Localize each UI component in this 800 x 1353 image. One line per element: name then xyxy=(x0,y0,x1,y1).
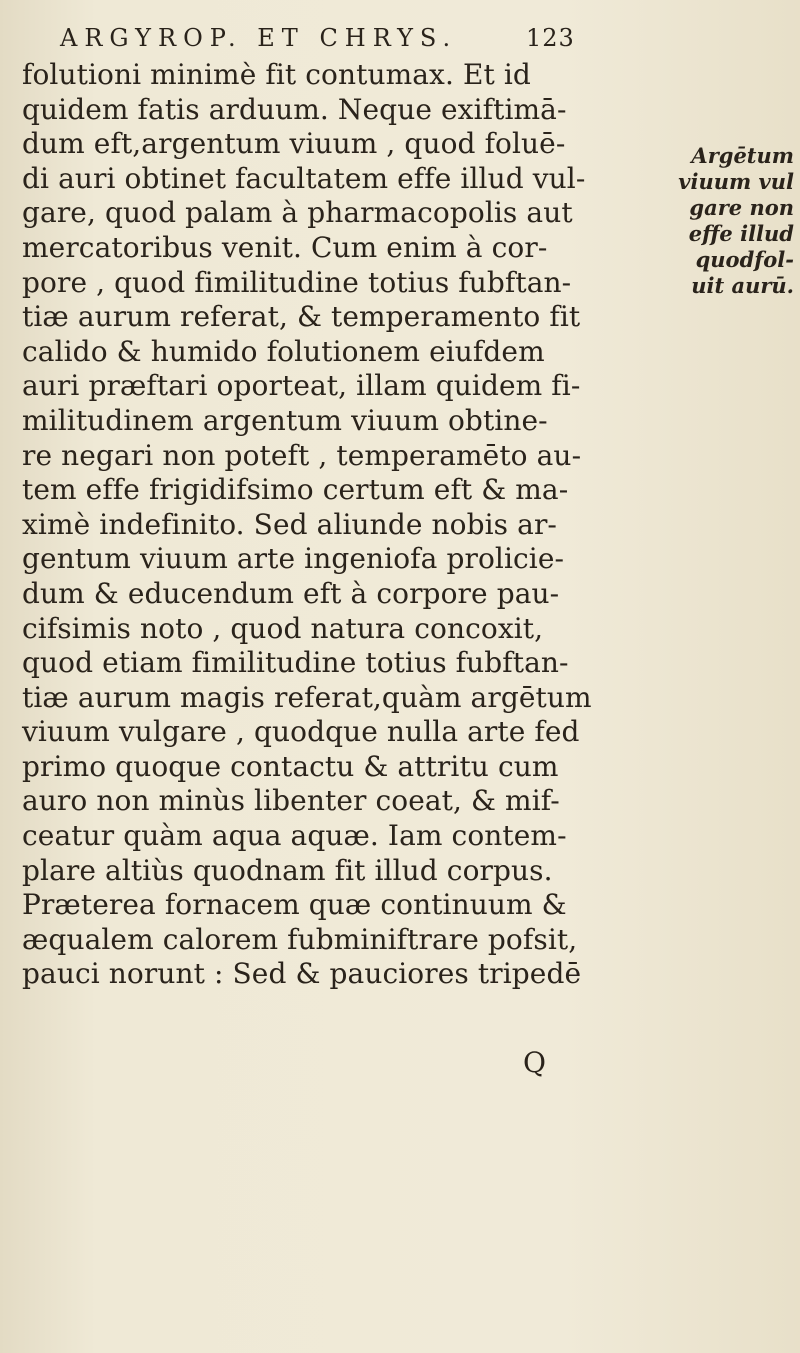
text-line: di auri obtinet facultatem effe illud vul- xyxy=(22,161,586,195)
page-number: 123 xyxy=(526,24,575,52)
text-line: auro non minùs libenter coeat, & mif- xyxy=(22,784,560,818)
page-header xyxy=(60,18,620,58)
text-line: quod etiam fimilitudine totius fubftan- xyxy=(22,646,569,680)
margin-note-line: uit aurū. xyxy=(691,273,794,298)
text-line: viuum vulgare , quodque nulla arte fed xyxy=(22,715,580,749)
text-line: gentum viuum arte ingeniofa prolicie- xyxy=(22,542,565,576)
text-line: militudinem argentum viuum obtine- xyxy=(22,403,548,437)
text-line: dum & educendum eft à corpore pau- xyxy=(22,576,560,610)
text-line: re negari non poteft , temperamēto au- xyxy=(22,438,582,472)
text-line: pauci norunt : Sed & pauciores tripedē xyxy=(22,957,582,991)
text-line: tiæ aurum magis referat,quàm argētum xyxy=(22,680,592,714)
text-line: dum eft,argentum viuum , quod foluē- xyxy=(22,127,566,161)
body-text xyxy=(22,58,662,992)
margin-note xyxy=(612,143,800,299)
text-line: plare altiùs quodnam fit illud corpus. xyxy=(22,853,553,887)
margin-note-line: gare non xyxy=(689,195,794,220)
running-head: ARGYROP. ET CHRYS. xyxy=(60,24,458,52)
margin-note-line: quodfol- xyxy=(695,247,794,272)
text-line: cifsimis noto , quod natura concoxit, xyxy=(22,611,544,645)
text-line: quidem fatis arduum. Neque exiftimā- xyxy=(22,92,567,126)
text-line: gare, quod palam à pharmacopolis aut xyxy=(22,196,573,230)
text-line: tiæ aurum referat, & temperamento fit xyxy=(22,300,581,334)
text-line: calido & humido folutionem eiufdem xyxy=(22,334,545,368)
text-line: pore , quod fimilitudine totius fubftan- xyxy=(22,265,572,299)
text-line: mercatoribus venit. Cum enim à cor- xyxy=(22,230,548,264)
text-line: primo quoque contactu & attritu cum xyxy=(22,749,559,783)
text-line: tem effe frigidifsimo certum eft & ma- xyxy=(22,473,569,507)
catchword: Q xyxy=(523,1046,546,1079)
text-line: ceatur quàm aqua aquæ. Iam contem- xyxy=(22,819,567,853)
margin-note-line: effe illud xyxy=(688,221,794,246)
margin-note-line: viuum vul xyxy=(678,169,794,194)
text-line: auri præftari oporteat, illam quidem fi- xyxy=(22,369,581,403)
text-line: folutioni minimè fit contumax. Et id xyxy=(22,58,531,91)
text-line: ximè indefinito. Sed aliunde nobis ar- xyxy=(22,507,557,541)
margin-note-line: Argētum xyxy=(691,143,794,168)
text-line: Præterea fornacem quæ continuum & xyxy=(22,888,567,922)
text-line: æqualem calorem fubminiftrare pofsit, xyxy=(22,922,578,956)
